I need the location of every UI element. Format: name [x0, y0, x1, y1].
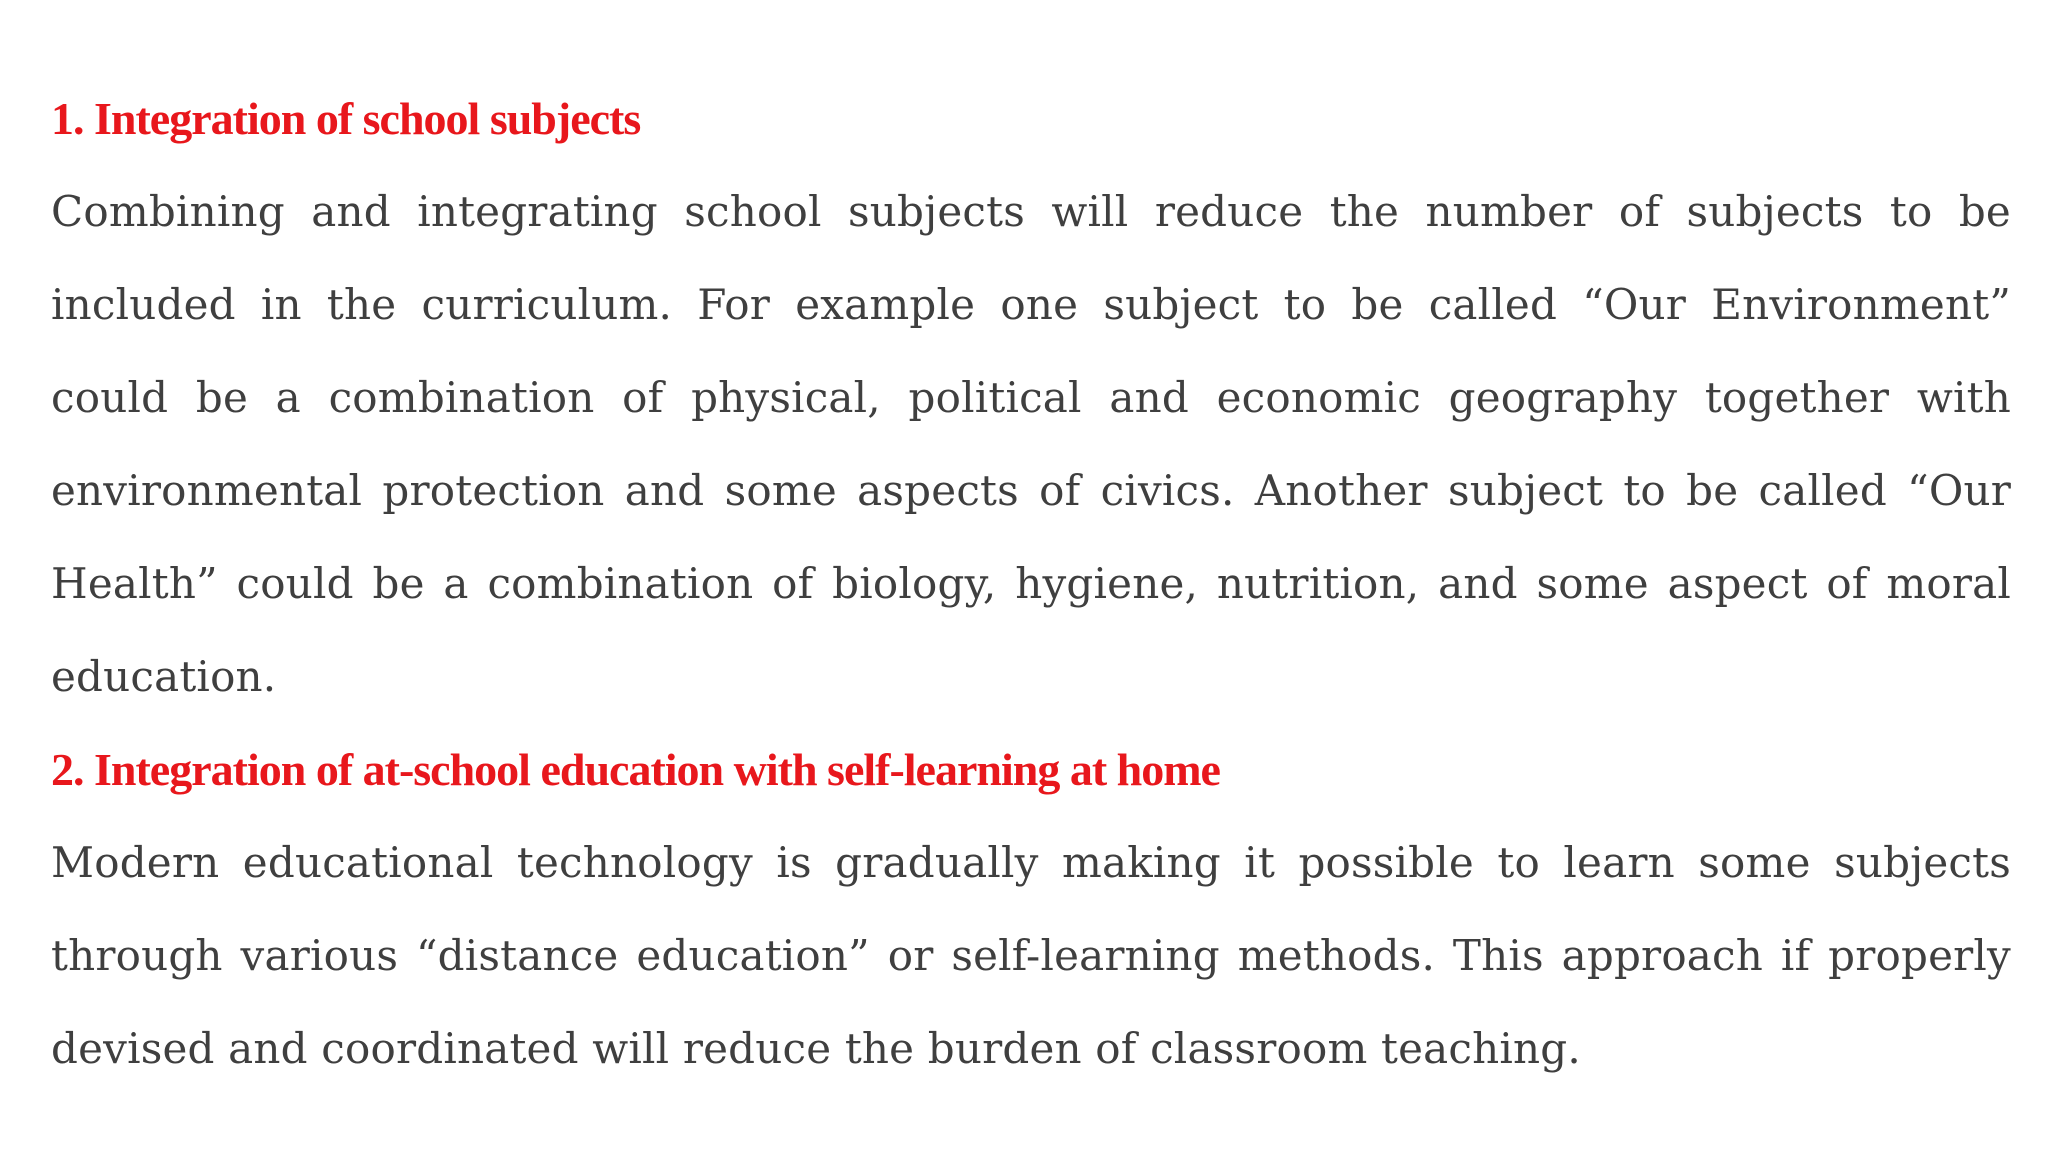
paragraph-line: Modern educational technology is gradually making it possible to learn some subjects	[51, 838, 2011, 887]
paragraph-line: education.	[51, 652, 277, 701]
paragraph-line: could be a combination of physical, political and economic geography together with	[51, 373, 2011, 422]
paragraph-line: included in the curriculum. For example one subject to be called “Our Environment”	[51, 280, 2011, 329]
paragraph-line: environmental protection and some aspects of civics. Another subject to be called “Our	[51, 466, 2011, 515]
section-heading: 1. Integration of school subjects	[51, 93, 641, 144]
paragraph-line: Health” could be a combination of biology, hygiene, nutrition, and some aspect of moral	[51, 559, 2011, 608]
section-paragraph	[51, 165, 2011, 723]
paragraph-line: Combining and integrating school subjects will reduce the number of subjects to be	[51, 187, 2011, 236]
slide-content	[51, 72, 2011, 1095]
paragraph-line: through various “distance education” or self-learning methods. This approach if properly	[51, 931, 2011, 980]
section-heading: 2. Integration of at-school education with self-learning at home	[51, 744, 1220, 795]
paragraph-line: devised and coordinated will reduce the burden of classroom teaching.	[51, 1024, 1581, 1073]
section-paragraph	[51, 816, 2011, 1095]
